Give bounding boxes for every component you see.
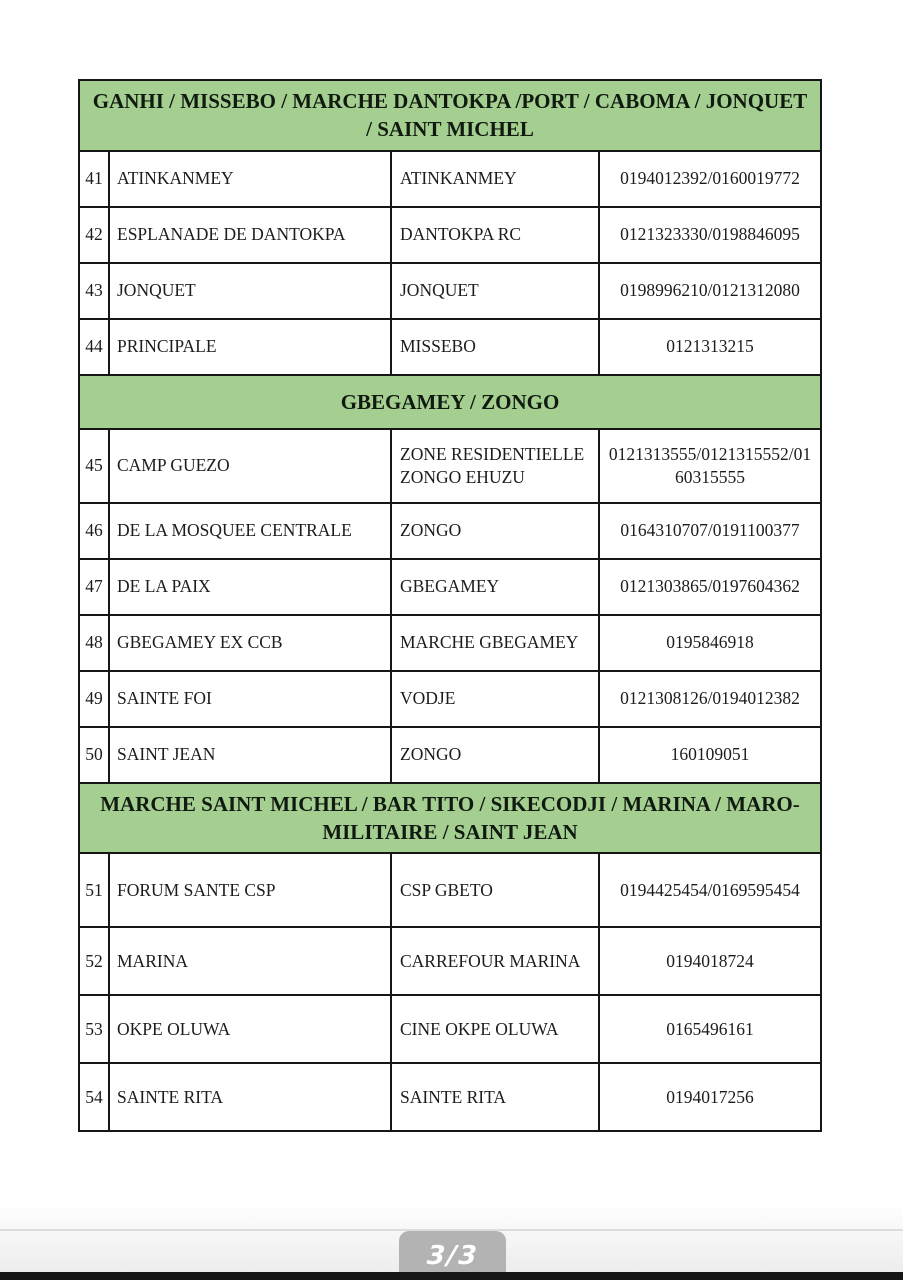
phone-cell: 0121323330/0198846095 [620,224,800,245]
agency-cell: SAINTE RITA [110,1064,392,1130]
table-row [80,926,820,994]
quartier-cell: ZONGO [392,504,600,558]
row-number-cell: 54 [80,1064,110,1130]
table-row [80,994,820,1062]
table-row [80,670,820,726]
row-number-cell: 44 [80,320,110,374]
phone-cell: 0121303865/0197604362 [620,576,800,597]
agency-cell: OKPE OLUWA [110,996,392,1062]
page-indicator-label: 3/3 [425,1240,480,1271]
agency-directory-table [78,79,822,1132]
row-number-cell: 47 [80,560,110,614]
table-row [80,1062,820,1130]
agency-cell: SAINT JEAN [110,728,392,782]
phone-cell: 0194425454/0169595454 [620,880,800,900]
quartier-cell: MISSEBO [392,320,600,374]
agency-cell: MARINA [110,928,392,994]
quartier-cell: GBEGAMEY [392,560,600,614]
phone-cell: 0164310707/0191100377 [620,520,800,541]
table-row [80,206,820,262]
row-number-cell: 52 [80,928,110,994]
agency-cell: PRINCIPALE [110,320,392,374]
quartier-cell: CSP GBETO [392,854,600,926]
agency-cell: FORUM SANTE CSP [110,854,392,926]
table-row [80,726,820,782]
phone-cell: 0165496161 [666,1019,754,1039]
quartier-cell: VODJE [392,672,600,726]
quartier-cell: ZONGO [392,728,600,782]
section-header: GANHI / MISSEBO / MARCHE DANTOKPA /PORT / CABOMA / JONQUET / SAINT MICHEL [80,81,820,150]
table-row [80,262,820,318]
agency-cell: JONQUET [110,264,392,318]
row-number-cell: 49 [80,672,110,726]
quartier-cell: JONQUET [392,264,600,318]
table-row [80,558,820,614]
row-number-cell: 48 [80,616,110,670]
row-number-cell: 42 [80,208,110,262]
row-number-cell: 53 [80,996,110,1062]
row-number-cell: 43 [80,264,110,318]
phone-cell: 0121313555/0121315552/0160315555 [608,443,812,487]
phone-cell: 0194018724 [666,951,754,971]
agency-cell: SAINTE FOI [110,672,392,726]
agency-cell: GBEGAMEY EX CCB [110,616,392,670]
row-number-cell: 51 [80,854,110,926]
section-header: GBEGAMEY / ZONGO [80,374,820,428]
row-number-cell: 50 [80,728,110,782]
agency-cell: CAMP GUEZO [110,430,392,502]
row-number-cell: 41 [80,152,110,206]
table-row [80,318,820,374]
quartier-cell: ZONE RESIDENTIELLE ZONGO EHUZU [392,430,600,502]
phone-cell: 0194012392/0160019772 [620,168,800,189]
quartier-cell: DANTOKPA RC [392,208,600,262]
phone-cell: 0194017256 [666,1087,754,1107]
agency-cell: DE LA MOSQUEE CENTRALE [110,504,392,558]
agency-cell: ATINKANMEY [110,152,392,206]
table-row [80,852,820,926]
table-row [80,614,820,670]
section-header: MARCHE SAINT MICHEL / BAR TITO / SIKECODJI / MARINA / MARO-MILITAIRE / SAINT JEAN [80,782,820,853]
phone-cell: 0195846918 [666,632,754,653]
row-number-cell: 46 [80,504,110,558]
table-row [80,150,820,206]
phone-cell: 0198996210/0121312080 [620,280,800,301]
phone-cell: 0121313215 [666,336,754,357]
agency-cell: DE LA PAIX [110,560,392,614]
phone-cell: 0121308126/0194012382 [620,688,800,709]
agency-cell: ESPLANADE DE DANTOKPA [110,208,392,262]
table-row [80,502,820,558]
quartier-cell: ATINKANMEY [392,152,600,206]
quartier-cell: CINE OKPE OLUWA [392,996,600,1062]
quartier-cell: CARREFOUR MARINA [392,928,600,994]
phone-cell: 160109051 [670,744,750,765]
quartier-cell: SAINTE RITA [392,1064,600,1130]
table-row [80,428,820,502]
bottom-bar [0,1272,903,1280]
quartier-cell: MARCHE GBEGAMEY [392,616,600,670]
row-number-cell: 45 [80,430,110,502]
